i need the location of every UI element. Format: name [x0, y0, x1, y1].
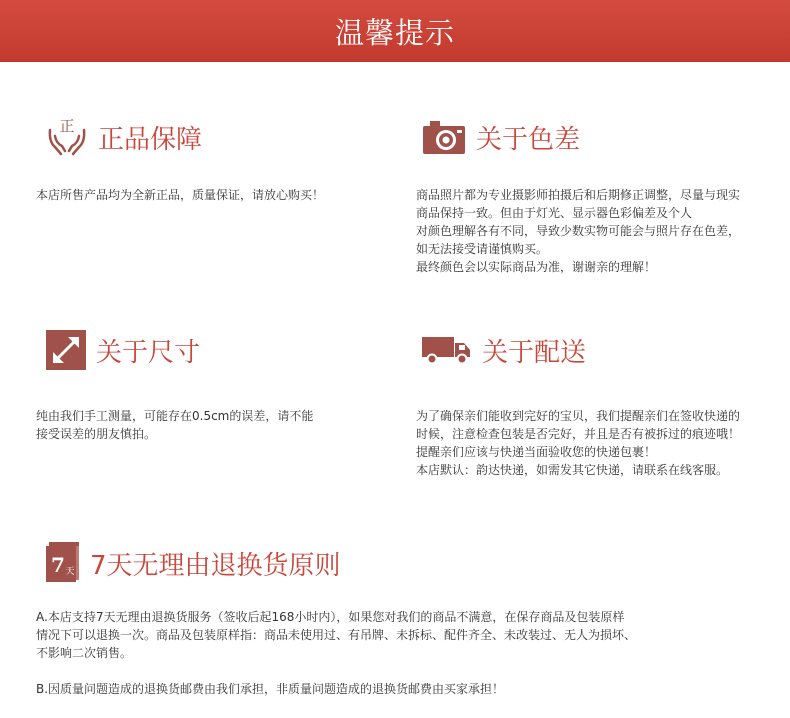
section-size [36, 325, 314, 441]
section-text [36, 407, 313, 443]
text-line: 提醒亲们应该与快递当面验收您的快递包裹！ [416, 445, 657, 459]
calendar-7-days-icon [46, 542, 80, 584]
text-line: 时候，注意检查包装是否完好，并且是否有被拆过的痕迹哦！ [416, 427, 741, 441]
zheng-glyph: 正 [59, 117, 75, 135]
text-line: 纯由我们手工测量，可能存在0.5cm的误差，请不能 [36, 409, 314, 423]
camera-icon [422, 119, 466, 155]
section-text [36, 186, 324, 204]
praying-hands-zheng-icon [46, 116, 88, 158]
section-title: 关于尺寸 [96, 337, 201, 368]
section-shipping [416, 325, 741, 477]
section-header [46, 112, 202, 162]
text-line: 对颜色理解各有不同，导致少数实物可能会与照片存在色差， [416, 224, 741, 238]
section-title: 关于配送 [482, 337, 587, 368]
text-line: 本店默认：韵达快递，如需发其它快递，请联系在线客服。 [416, 463, 729, 477]
section-header [46, 538, 341, 588]
icon-unit: 天 [65, 567, 75, 577]
text-line: 如无法接受请谨慎购买。 [416, 242, 549, 256]
text-line: 接受误差的朋友慎拍。 [36, 427, 157, 441]
text-line: 不影响二次销售。 [36, 646, 133, 660]
section-title: 正品保障 [98, 124, 203, 155]
section-quality-guarantee [36, 112, 325, 202]
section-return-policy [36, 538, 637, 696]
text-line: 商品保持一致。但由于灯光、显示器色彩偏差及个人 [416, 206, 693, 220]
section-header [422, 112, 580, 162]
banner-title: 温馨提示 [334, 15, 455, 50]
icon-number: 7 [51, 553, 65, 577]
text-line: 最终颜色会以实际商品为准，谢谢亲的理解！ [416, 260, 657, 274]
text-line: 本店所售产品均为全新正品，质量保证，请放心购买！ [36, 188, 325, 202]
section-color-difference [416, 112, 741, 274]
section-header [46, 325, 200, 375]
section-header [422, 325, 586, 375]
header-banner [0, 0, 790, 62]
section-title: 7天无理由退换货原则 [90, 550, 341, 581]
section-title: 关于色差 [476, 124, 581, 155]
section-text [416, 407, 740, 479]
text-line: 为了确保亲们能收到完好的宝贝，我们提醒亲们在签收快递的 [416, 409, 741, 423]
text-line: B.因质量问题造成的退换货邮费由我们承担，非质量问题造成的退换货邮费由买家承担！ [36, 682, 505, 696]
delivery-truck-icon [422, 335, 472, 365]
diagonal-arrow-icon [46, 330, 86, 370]
text-line: A.本店支持7天无理由退换货服务（签收后起168小时内），如果您对我们的商品不满意，在保存商品及包装原样 [36, 610, 625, 624]
text-line: 商品照片都为专业摄影师拍摄后和后期修正调整，尽量与现实 [416, 188, 741, 202]
section-text [36, 608, 636, 698]
section-text [416, 186, 740, 276]
text-line: 情况下可以退换一次。商品及包装原样指：商品未使用过、有吊牌、未拆标、配件齐全、未改装过、无人为损坏、 [36, 628, 637, 642]
